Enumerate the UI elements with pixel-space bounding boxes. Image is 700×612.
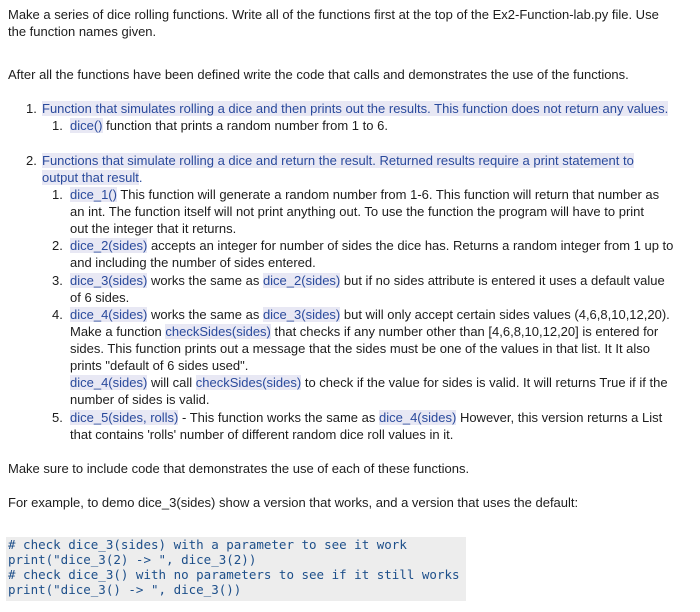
item-2-sub-5-mid: - This function works the same as: [178, 410, 379, 425]
item-2-sub-2-number: 2.: [52, 238, 63, 253]
item-2-line-2-end: .: [138, 170, 143, 185]
item-1-sub-1-text: function that prints a random number from 1 to 6.: [102, 118, 388, 133]
item-2-sub-1-number: 1.: [52, 187, 63, 202]
function-ref-dice-4-b: dice_4(sides): [379, 410, 457, 425]
function-name-dice-5: dice_5(sides, rolls): [70, 410, 179, 425]
code-block: [6, 537, 466, 601]
function-name-dice-2: dice_2(sides): [70, 238, 148, 253]
item-1-number: 1.: [26, 101, 37, 116]
item-2-sub-3-line-2: of 6 sides.: [70, 290, 130, 305]
outro-line-2: For example, to demo dice_3(sides) show a version that works, and a version that uses the default:: [8, 495, 579, 510]
item-2-sub-1-line-1: This function will generate a random number from 1-6. This function will return that number as: [116, 187, 660, 202]
item-2-sub-1-line-3: out the integer that it returns.: [70, 221, 237, 236]
intro-paragraph: [8, 6, 692, 40]
item-2-line-2: output that result: [42, 170, 139, 185]
intro-line-3: After all the functions have been defined write the code that calls and demonstrates the use of the functions.: [8, 67, 629, 82]
item-1-sub-1-number: 1.: [52, 118, 63, 133]
item-2-sub-2-line-1: accepts an integer for number of sides the dice has. Returns a random integer from 1 up to: [147, 238, 674, 253]
function-ref-dice-4: dice_4(sides): [70, 375, 148, 390]
function-ref-dice-2: dice_2(sides): [262, 273, 341, 288]
function-ref-dice-3: dice_3(sides): [262, 307, 341, 322]
function-ref-checksides: checkSides(sides): [195, 375, 302, 390]
function-name-dice-3: dice_3(sides): [70, 273, 148, 288]
item-2-sub-4-line-1: but will only accept certain sides values (4,6,8,10,12,20).: [340, 307, 670, 322]
item-2-sub-3-line-1: but if no sides attribute is entered it uses a default value: [340, 273, 665, 288]
item-2-sub-4-number: 4.: [52, 307, 63, 322]
item-2-sub-3-number: 3.: [52, 273, 63, 288]
item-2-sub-4-line-4: prints "default of 6 sides used".: [70, 358, 249, 373]
function-name-dice-4: dice_4(sides): [70, 307, 148, 322]
outro-line-1: Make sure to include code that demonstrates the use of each of these functions.: [8, 461, 470, 476]
item-2-sub-5-line-1: However, this version returns a List: [456, 410, 663, 425]
function-name-dice-1: dice_1(): [70, 187, 117, 202]
code-line-3: # check dice_3() with no parameters to see if it still works: [8, 567, 460, 582]
code-line-2: print("dice_3(2) -> ", dice_3(2)): [8, 552, 257, 567]
function-name-dice: dice(): [70, 118, 103, 133]
function-name-checksides: checkSides(sides): [165, 324, 271, 339]
code-line-4: print("dice_3() -> ", dice_3()): [8, 582, 242, 597]
item-2-sub-4-line-2b: that checks if any number other than [4,6,8,10,12,20] is entered for: [270, 324, 659, 339]
item-2-sub-5-number: 5.: [52, 410, 63, 425]
item-2-sub-3-mid: works the same as: [147, 273, 263, 288]
item-2-sub-4-mid: works the same as: [147, 307, 263, 322]
item-2-sub-4-line-2a: Make a function: [70, 324, 166, 339]
item-1-text: Function that simulates rolling a dice and then prints out the results. This function does not return any values.: [42, 101, 669, 116]
item-2-sub-5-line-2: that contains 'rolls' number of different random dice roll values in it.: [70, 427, 454, 442]
item-2-sub-2-line-2: and including the number of sides entered.: [70, 255, 316, 270]
item-2-line-1: Functions that simulate rolling a dice and return the result. Returned results require a print statement to: [42, 153, 634, 168]
item-2-sub-4-line-3: sides. This function prints out a message that the sides must be one of the values in that list. It It also: [70, 341, 651, 356]
intro-line-2: the function names given.: [8, 24, 157, 39]
item-2-sub-4-line-5a: will call: [147, 375, 196, 390]
item-2-number: 2.: [26, 153, 37, 168]
code-line-1: # check dice_3(sides) with a parameter to see it work: [8, 537, 407, 552]
intro-line-1: Make a series of dice rolling functions. Write all of the functions first at the top of the Ex2-Function-lab.py file. Use: [8, 7, 659, 22]
item-2-sub-1-line-2: an int. The function itself will not print anything out. To use the function the program will have to print: [70, 204, 645, 219]
item-2-sub-4-line-5b: to check if the value for sides is valid. It will returns True if if the: [301, 375, 668, 390]
item-2-sub-4-line-6: number of sides is valid.: [70, 392, 210, 407]
